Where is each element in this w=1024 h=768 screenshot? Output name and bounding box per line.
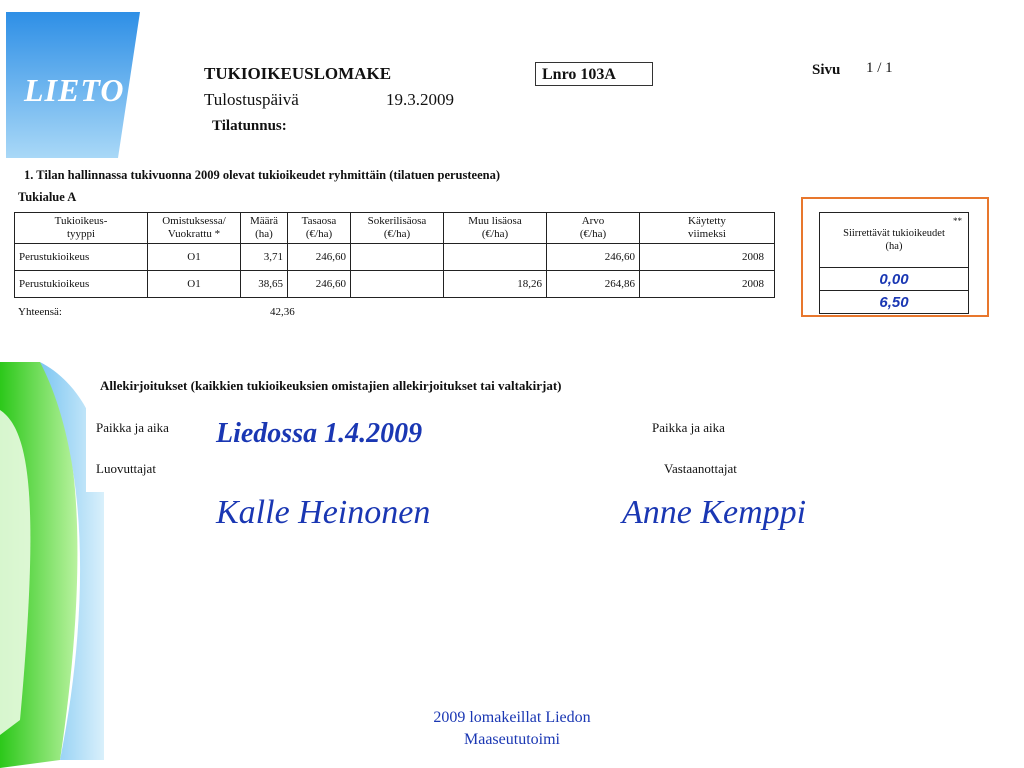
transfer-table [819,212,969,314]
table-row [15,244,775,271]
receiver-signature: Anne Kemppi [622,494,807,531]
table-header-row [15,213,775,244]
giver-label: Luovuttajat [96,461,156,476]
form-number-box: Lnro 103A [535,62,653,86]
column-header: Muu lisäosa (€/ha) [444,213,547,244]
table-cell: O1 [148,244,241,271]
form-title: TUKIOIKEUSLOMAKE [204,64,392,83]
table-header-row [820,213,969,268]
column-header: Sokerilisäosa (€/ha) [351,213,444,244]
page-label: Sivu [812,62,841,78]
column-header: Arvo (€/ha) [547,213,640,244]
transfer-header [820,213,969,268]
column-header: Omistuksessa/ Vuokrattu * [148,213,241,244]
column-header: Käytetty viimeksi [640,213,775,244]
transfer-value: 0,00 [820,268,969,291]
support-rights-table [14,212,775,298]
table-cell: 2008 [640,271,775,298]
footnote-stars: ** [953,216,962,226]
logo-text: LIETO [24,72,125,108]
total-label: Yhteensä: [18,306,62,318]
page-number: 1 / 1 [866,60,893,76]
table-cell: Perustukioikeus [15,244,148,271]
place-time-label-left: Paikka ja aika [96,420,169,435]
table-cell: 246,60 [288,271,351,298]
footer-line-2: Maaseututoimi [464,731,560,748]
table-cell: 246,60 [288,244,351,271]
table-cell: 3,71 [241,244,288,271]
transfer-value: 6,50 [820,291,969,314]
print-date-label: Tulostuspäivä [204,90,299,109]
footer [380,707,644,751]
table-cell: O1 [148,271,241,298]
column-header: Tukioikeus- tyyppi [15,213,148,244]
table-cell: 18,26 [444,271,547,298]
table-cell: 246,60 [547,244,640,271]
place-time-value: Liedossa 1.4.2009 [216,418,423,449]
table-row [15,271,775,298]
receiver-label: Vastaanottajat [664,461,737,476]
giver-signature: Kalle Heinonen [216,494,431,531]
farm-id-label: Tilatunnus: [212,118,287,134]
section-heading: 1. Tilan hallinnassa tukivuonna 2009 olevat tukioikeudet ryhmittäin (tilatuen perusteena) [24,168,501,182]
table-cell [444,244,547,271]
table-cell: 38,65 [241,271,288,298]
transfer-header-text: Siirrettävät tukioikeudet (ha) [843,228,945,252]
column-header: Tasaosa (€/ha) [288,213,351,244]
signatures-heading: Allekirjoitukset (kaikkien tukioikeuksien omistajien allekirjoitukset tai valtakirjat) [100,378,562,393]
table-cell: 2008 [640,244,775,271]
table-cell: 264,86 [547,271,640,298]
print-date-value: 19.3.2009 [386,90,454,109]
table-row [820,268,969,291]
table-cell: Perustukioikeus [15,271,148,298]
table-row [820,291,969,314]
column-header: Määrä (ha) [241,213,288,244]
table-cell [351,271,444,298]
place-time-label-right: Paikka ja aika [652,420,725,435]
table-cell [351,244,444,271]
area-label: Tukialue A [18,190,77,204]
footer-line-1: 2009 lomakeillat Liedon [433,709,591,726]
total-value: 42,36 [270,306,295,318]
